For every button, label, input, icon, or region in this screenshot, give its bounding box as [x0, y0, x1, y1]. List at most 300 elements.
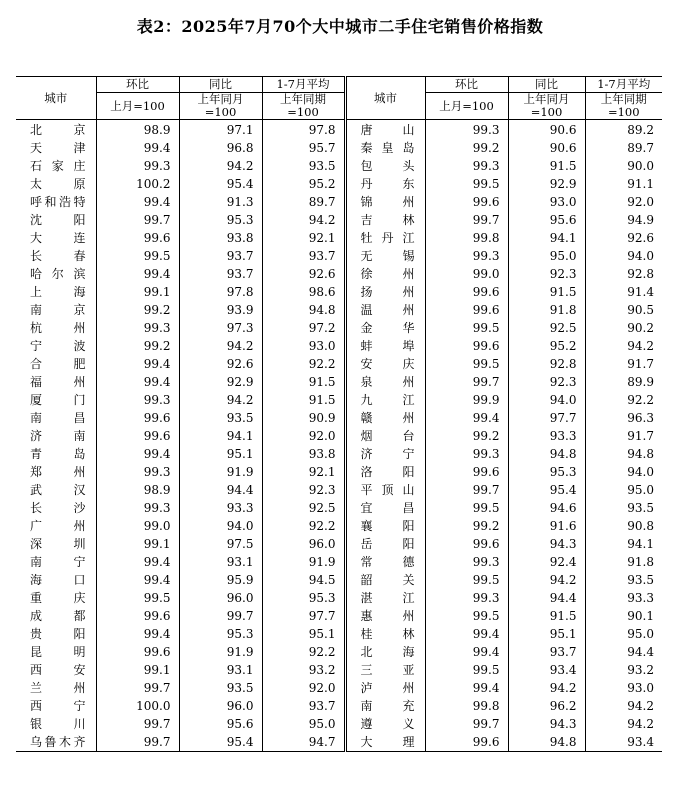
city-name: 包头: [345, 157, 425, 175]
city-name: 郑州: [30, 465, 86, 479]
mom-value: 99.7: [425, 373, 508, 391]
avg-value: 93.7: [262, 697, 345, 715]
yoy-base-right: [508, 93, 585, 120]
city-name: 丹东: [345, 175, 425, 193]
yoy-value: 95.3: [508, 463, 585, 481]
avg-value: 91.5: [262, 391, 345, 409]
mom-value: 99.6: [96, 643, 179, 661]
avg-value: 91.8: [585, 553, 662, 571]
avg-value: 92.5: [262, 499, 345, 517]
city-name: 太原: [30, 177, 86, 191]
yoy-value: 92.4: [508, 553, 585, 571]
yoy-value: 99.7: [179, 607, 262, 625]
header-row-2: [16, 93, 662, 120]
yoy-value: 95.9: [179, 571, 262, 589]
yoy-value: 94.4: [508, 589, 585, 607]
city-header-left: 城市: [16, 77, 96, 120]
table-row: [16, 409, 662, 427]
city-name: 泉州: [345, 373, 425, 391]
avg-value: 96.0: [262, 535, 345, 553]
mom-value: 99.5: [96, 589, 179, 607]
price-index-table: [16, 76, 662, 752]
city-name: 扬州: [345, 283, 425, 301]
yoy-value: 93.7: [179, 265, 262, 283]
avg-value: 94.2: [585, 697, 662, 715]
city-name: 北海: [345, 643, 425, 661]
yoy-value: 91.8: [508, 301, 585, 319]
mom-value: 99.6: [96, 409, 179, 427]
yoy-value: 93.7: [508, 643, 585, 661]
mom-value: 99.5: [425, 571, 508, 589]
yoy-value: 93.3: [508, 427, 585, 445]
city-name: 秦皇岛: [345, 139, 425, 157]
yoy-value: 94.3: [508, 715, 585, 733]
avg-value: 93.0: [585, 679, 662, 697]
mom-header-left: 环比: [96, 77, 179, 93]
mom-value: 99.8: [425, 697, 508, 715]
city-header-right: 城市: [345, 77, 425, 120]
yoy-value: 97.8: [179, 283, 262, 301]
avg-value: 95.0: [585, 481, 662, 499]
mom-value: 99.4: [425, 409, 508, 427]
avg-value: 91.7: [585, 355, 662, 373]
header-row-1: [16, 77, 662, 93]
avg-value: 92.2: [262, 517, 345, 535]
avg-value: 93.0: [262, 337, 345, 355]
yoy-value: 93.1: [179, 661, 262, 679]
mom-value: 99.1: [96, 661, 179, 679]
city-name: 福州: [30, 375, 86, 389]
city-name: 杭州: [30, 321, 86, 335]
city-name: 三亚: [345, 661, 425, 679]
city-name: 长沙: [30, 501, 86, 515]
mom-header-right: 环比: [425, 77, 508, 93]
city-name: 天津: [30, 141, 86, 155]
mom-value: 99.2: [425, 427, 508, 445]
avg-value: 94.0: [585, 463, 662, 481]
avg-value: 93.5: [262, 157, 345, 175]
yoy-value: 92.8: [508, 355, 585, 373]
yoy-value: 93.4: [508, 661, 585, 679]
mom-value: 99.3: [425, 247, 508, 265]
mom-value: 99.4: [425, 625, 508, 643]
avg-value: 90.8: [585, 517, 662, 535]
mom-value: 98.9: [96, 120, 179, 140]
city-name: 银川: [30, 717, 86, 731]
yoy-value: 93.0: [508, 193, 585, 211]
city-name: 泸州: [345, 679, 425, 697]
mom-value: 99.5: [425, 499, 508, 517]
yoy-value: 94.2: [508, 571, 585, 589]
avg-value: 93.7: [262, 247, 345, 265]
city-name: 洛阳: [345, 463, 425, 481]
table-row: [16, 733, 662, 752]
yoy-value: 94.2: [179, 391, 262, 409]
yoy-value: 96.8: [179, 139, 262, 157]
avg-value: 93.2: [585, 661, 662, 679]
avg-base-line2: =100: [287, 105, 319, 119]
yoy-value: 95.4: [179, 733, 262, 752]
avg-value: 93.2: [262, 661, 345, 679]
table-row: [16, 193, 662, 211]
mom-value: 99.5: [425, 319, 508, 337]
yoy-value: 97.1: [179, 120, 262, 140]
city-name: 唐山: [345, 120, 425, 140]
yoy-value: 94.8: [508, 733, 585, 752]
city-name: 遵义: [345, 715, 425, 733]
yoy-base-line1: 上年同月: [197, 92, 244, 106]
mom-value: 99.3: [425, 553, 508, 571]
city-name: 南昌: [30, 411, 86, 425]
table-row: [16, 427, 662, 445]
mom-value: 99.2: [96, 301, 179, 319]
yoy-value: 91.5: [508, 607, 585, 625]
mom-value: 99.5: [425, 175, 508, 193]
city-name: 广州: [30, 519, 86, 533]
avg-value: 92.1: [262, 229, 345, 247]
city-name: 大连: [30, 231, 86, 245]
avg-value: 95.0: [585, 625, 662, 643]
avg-value: 93.8: [262, 445, 345, 463]
avg-value: 95.7: [262, 139, 345, 157]
avg-value: 94.0: [585, 247, 662, 265]
yoy-value: 93.1: [179, 553, 262, 571]
mom-base-right: 上月=100: [425, 93, 508, 120]
city-name: 宜昌: [345, 499, 425, 517]
avg-value: 95.1: [262, 625, 345, 643]
city-name: 哈尔滨: [30, 267, 86, 281]
mom-value: 99.4: [96, 625, 179, 643]
yoy-value: 97.7: [508, 409, 585, 427]
avg-value: 92.2: [585, 391, 662, 409]
table-row: [16, 715, 662, 733]
yoy-base-line2: =100: [530, 105, 563, 119]
city-name: 安庆: [345, 355, 425, 373]
table-row: [16, 337, 662, 355]
avg-value: 90.0: [585, 157, 662, 175]
city-name: 九江: [345, 391, 425, 409]
avg-value: 97.2: [262, 319, 345, 337]
yoy-value: 95.0: [508, 247, 585, 265]
table-row: [16, 463, 662, 481]
yoy-value: 93.5: [179, 679, 262, 697]
avg-value: 97.8: [262, 120, 345, 140]
yoy-value: 94.0: [508, 391, 585, 409]
mom-value: 99.4: [96, 373, 179, 391]
city-name: 深圳: [30, 537, 86, 551]
mom-value: 99.0: [96, 517, 179, 535]
yoy-value: 94.4: [179, 481, 262, 499]
city-name: 兰州: [30, 681, 86, 695]
table-row: [16, 679, 662, 697]
yoy-value: 95.1: [508, 625, 585, 643]
avg-value: 94.5: [262, 571, 345, 589]
avg-value: 95.0: [262, 715, 345, 733]
yoy-value: 97.3: [179, 319, 262, 337]
mom-value: 99.6: [425, 193, 508, 211]
mom-value: 99.5: [425, 661, 508, 679]
city-name: 昆明: [30, 645, 86, 659]
yoy-value: 91.6: [508, 517, 585, 535]
mom-value: 99.4: [96, 553, 179, 571]
yoy-value: 96.0: [179, 589, 262, 607]
city-name: 蚌埠: [345, 337, 425, 355]
mom-value: 99.4: [425, 643, 508, 661]
mom-value: 100.2: [96, 175, 179, 193]
city-name: 西宁: [30, 699, 86, 713]
avg-value: 95.2: [262, 175, 345, 193]
mom-value: 99.7: [96, 715, 179, 733]
avg-value: 90.5: [585, 301, 662, 319]
yoy-base-line1: 上年同月: [523, 92, 570, 106]
avg-value: 97.7: [262, 607, 345, 625]
mom-value: 99.4: [96, 445, 179, 463]
city-name: 无锡: [345, 247, 425, 265]
avg-value: 98.6: [262, 283, 345, 301]
avg-value: 92.6: [585, 229, 662, 247]
yoy-value: 94.8: [508, 445, 585, 463]
yoy-header-left: 同比: [179, 77, 262, 93]
yoy-value: 96.2: [508, 697, 585, 715]
yoy-value: 92.6: [179, 355, 262, 373]
yoy-value: 91.5: [508, 283, 585, 301]
yoy-value: 95.6: [508, 211, 585, 229]
mom-base-left: 上月=100: [96, 93, 179, 120]
city-name: 温州: [345, 301, 425, 319]
table-row: [16, 643, 662, 661]
city-name: 青岛: [30, 447, 86, 461]
yoy-value: 95.4: [179, 175, 262, 193]
yoy-value: 92.9: [179, 373, 262, 391]
city-name: 石家庄: [30, 159, 86, 173]
mom-value: 99.2: [425, 139, 508, 157]
avg-value: 89.9: [585, 373, 662, 391]
mom-value: 99.5: [425, 355, 508, 373]
table-row: [16, 265, 662, 283]
mom-value: 99.7: [425, 481, 508, 499]
mom-value: 99.7: [425, 211, 508, 229]
mom-value: 99.6: [96, 607, 179, 625]
mom-value: 99.2: [96, 337, 179, 355]
avg-value: 92.0: [585, 193, 662, 211]
mom-value: 99.5: [425, 607, 508, 625]
avg-value: 96.3: [585, 409, 662, 427]
mom-value: 99.3: [96, 463, 179, 481]
mom-value: 99.3: [425, 445, 508, 463]
avg-value: 94.2: [585, 337, 662, 355]
yoy-value: 97.5: [179, 535, 262, 553]
yoy-value: 95.6: [179, 715, 262, 733]
city-name: 惠州: [345, 607, 425, 625]
city-name: 常德: [345, 553, 425, 571]
yoy-value: 95.3: [179, 625, 262, 643]
yoy-value: 90.6: [508, 120, 585, 140]
mom-value: 99.3: [425, 120, 508, 140]
mom-value: 99.3: [96, 157, 179, 175]
yoy-value: 94.1: [508, 229, 585, 247]
mom-value: 99.4: [96, 193, 179, 211]
mom-value: 99.7: [96, 733, 179, 752]
table-row: [16, 625, 662, 643]
avg-value: 93.3: [585, 589, 662, 607]
table-row: [16, 661, 662, 679]
table-row: [16, 157, 662, 175]
mom-value: 99.7: [425, 715, 508, 733]
city-name: 南充: [345, 697, 425, 715]
yoy-value: 95.3: [179, 211, 262, 229]
mom-value: 100.0: [96, 697, 179, 715]
mom-value: 99.3: [96, 319, 179, 337]
mom-value: 99.9: [425, 391, 508, 409]
yoy-value: 92.3: [508, 265, 585, 283]
avg-value: 94.2: [262, 211, 345, 229]
city-name: 武汉: [30, 483, 86, 497]
avg-value: 92.0: [262, 679, 345, 697]
mom-value: 99.7: [96, 679, 179, 697]
city-name: 大理: [345, 733, 425, 752]
yoy-value: 94.2: [508, 679, 585, 697]
mom-value: 99.6: [425, 337, 508, 355]
yoy-value: 93.3: [179, 499, 262, 517]
yoy-value: 95.4: [508, 481, 585, 499]
avg-value: 91.5: [262, 373, 345, 391]
mom-value: 99.4: [96, 139, 179, 157]
avg-value: 92.0: [262, 427, 345, 445]
yoy-value: 95.2: [508, 337, 585, 355]
avg-value: 92.8: [585, 265, 662, 283]
mom-value: 99.1: [96, 535, 179, 553]
table-row: [16, 319, 662, 337]
mom-value: 99.1: [96, 283, 179, 301]
mom-value: 99.6: [425, 535, 508, 553]
yoy-value: 92.3: [508, 373, 585, 391]
yoy-value: 91.5: [508, 157, 585, 175]
city-name: 海口: [30, 573, 86, 587]
yoy-value: 95.1: [179, 445, 262, 463]
table-row: [16, 373, 662, 391]
avg-value: 91.4: [585, 283, 662, 301]
table-row: [16, 301, 662, 319]
mom-value: 99.0: [425, 265, 508, 283]
avg-base-right: [585, 93, 662, 120]
city-name: 烟台: [345, 427, 425, 445]
avg-value: 94.8: [585, 445, 662, 463]
avg-value: 91.1: [585, 175, 662, 193]
avg-value: 94.7: [262, 733, 345, 752]
city-name: 济宁: [345, 445, 425, 463]
table-body: [16, 120, 662, 752]
city-name: 徐州: [345, 265, 425, 283]
table-row: [16, 445, 662, 463]
avg-value: 94.9: [585, 211, 662, 229]
table-row: [16, 391, 662, 409]
table-row: [16, 283, 662, 301]
mom-value: 98.9: [96, 481, 179, 499]
avg-value: 92.2: [262, 643, 345, 661]
mom-value: 99.2: [425, 517, 508, 535]
yoy-value: 92.9: [508, 175, 585, 193]
avg-value: 92.3: [262, 481, 345, 499]
avg-header-right: 1-7月平均: [585, 77, 662, 93]
table-row: [16, 499, 662, 517]
city-name: 南宁: [30, 555, 86, 569]
mom-value: 99.3: [96, 391, 179, 409]
table-row: [16, 571, 662, 589]
table-row: [16, 517, 662, 535]
city-name: 桂林: [345, 625, 425, 643]
avg-base-left: [262, 93, 345, 120]
city-name: 韶关: [345, 571, 425, 589]
yoy-value: 94.0: [179, 517, 262, 535]
avg-value: 90.9: [262, 409, 345, 427]
city-name: 西安: [30, 663, 86, 677]
city-name: 长春: [30, 249, 86, 263]
city-name: 乌鲁木齐: [16, 733, 96, 752]
avg-value: 94.4: [585, 643, 662, 661]
mom-value: 99.6: [425, 733, 508, 752]
yoy-value: 94.1: [179, 427, 262, 445]
city-name: 南京: [30, 303, 86, 317]
avg-value: 90.2: [585, 319, 662, 337]
yoy-base-line2: =100: [204, 105, 237, 119]
avg-value: 92.1: [262, 463, 345, 481]
table-row: [16, 481, 662, 499]
yoy-base-left: [179, 93, 262, 120]
mom-value: 99.3: [96, 499, 179, 517]
mom-value: 99.3: [425, 157, 508, 175]
avg-value: 89.7: [585, 139, 662, 157]
city-name: 合肥: [30, 357, 86, 371]
avg-value: 94.1: [585, 535, 662, 553]
mom-value: 99.8: [425, 229, 508, 247]
avg-base-line2: =100: [607, 105, 640, 119]
table-row: [16, 553, 662, 571]
avg-value: 93.4: [585, 733, 662, 752]
table-row: [16, 229, 662, 247]
yoy-value: 94.6: [508, 499, 585, 517]
city-name: 宁波: [30, 339, 86, 353]
avg-value: 94.8: [262, 301, 345, 319]
table-row: [16, 355, 662, 373]
avg-value: 90.1: [585, 607, 662, 625]
avg-base-line1: 上年同期: [600, 92, 647, 106]
yoy-value: 90.6: [508, 139, 585, 157]
avg-base-line1: 上年同期: [280, 92, 326, 106]
avg-header-left: 1-7月平均: [262, 77, 345, 93]
city-name: 锦州: [345, 193, 425, 211]
city-name: 呼和浩特: [30, 195, 86, 209]
avg-value: 89.7: [262, 193, 345, 211]
table-row: [16, 139, 662, 157]
city-name: 上海: [30, 285, 86, 299]
mom-value: 99.4: [96, 265, 179, 283]
mom-value: 99.3: [425, 589, 508, 607]
yoy-value: 93.7: [179, 247, 262, 265]
city-name: 贵阳: [30, 627, 86, 641]
city-name: 岳阳: [345, 535, 425, 553]
city-name: 牡丹江: [345, 229, 425, 247]
avg-value: 91.9: [262, 553, 345, 571]
avg-value: 92.2: [262, 355, 345, 373]
city-name: 湛江: [345, 589, 425, 607]
mom-value: 99.6: [425, 463, 508, 481]
city-name: 襄阳: [345, 517, 425, 535]
yoy-value: 93.9: [179, 301, 262, 319]
mom-value: 99.6: [425, 301, 508, 319]
mom-value: 99.6: [96, 427, 179, 445]
yoy-value: 96.0: [179, 697, 262, 715]
table-row: [16, 589, 662, 607]
